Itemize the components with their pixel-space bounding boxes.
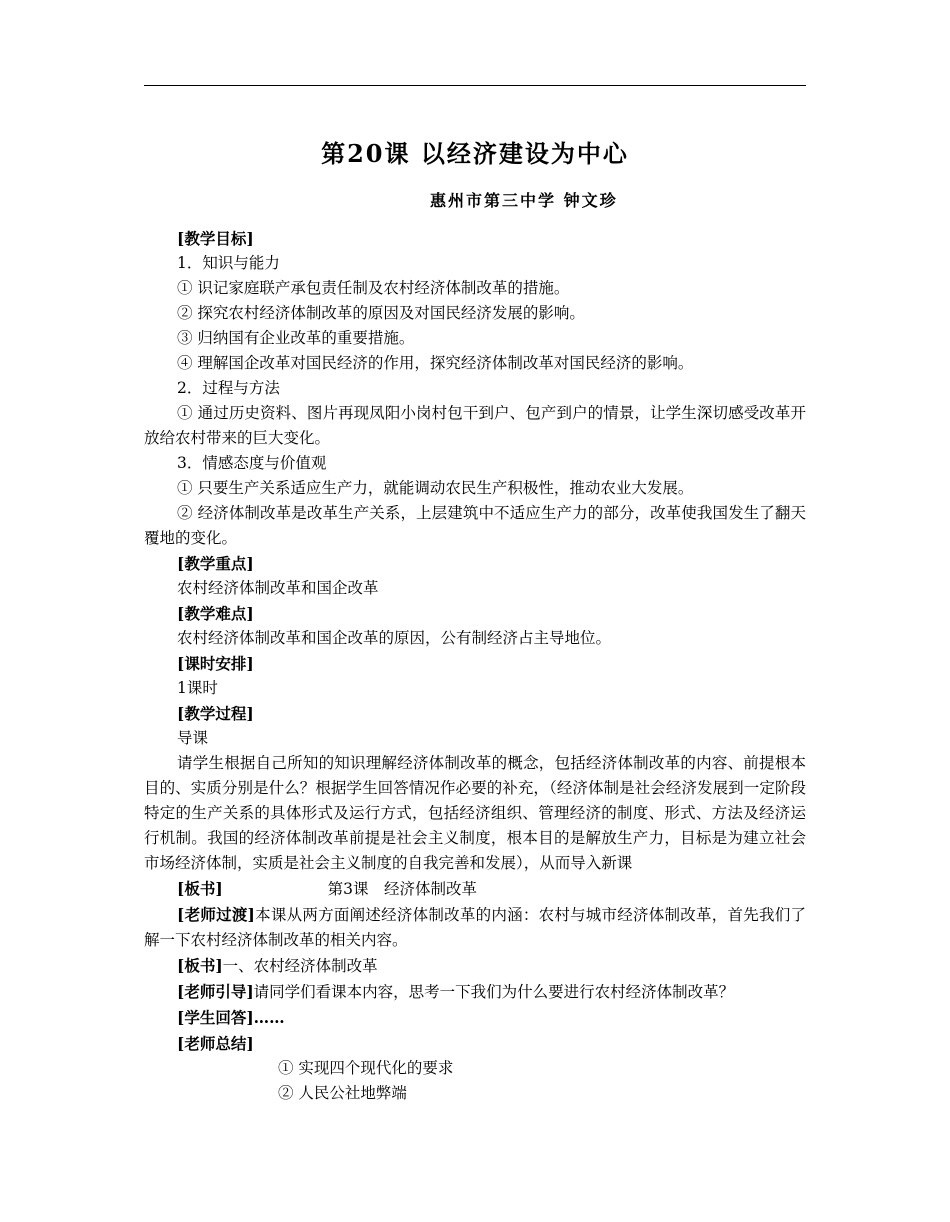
intro-label: 导课	[177, 729, 209, 747]
board-line-2	[144, 953, 806, 979]
focus-text: 农村经济体制改革和国企改革	[177, 579, 379, 597]
goal-item: ③ 归纳国有企业改革的重要措施。	[177, 329, 415, 347]
board-line-1	[144, 876, 806, 902]
summary-item: ① 实现四个现代化的要求	[278, 1059, 454, 1077]
page-title: 第20课 以经济建设为中心	[321, 139, 629, 168]
transition-tag: [老师过渡]	[177, 905, 255, 924]
board-text: 第3课 经济体制改革	[327, 880, 478, 898]
goal-subheading: 2．过程与方法	[177, 379, 280, 397]
summary-tag: [老师总结]	[177, 1034, 254, 1053]
goal-subheading: 3．情感态度与价值观	[177, 454, 327, 472]
goal-item: ② 经济体制改革是改革生产关系，上层建筑中不适应生产力的部分，改革使我国发生了翻天覆地的变化。	[144, 504, 806, 547]
board-text: 一、农村经济体制改革	[222, 957, 378, 975]
section-heading-difficulty: [教学难点]	[177, 604, 254, 623]
transition-paragraph	[144, 902, 806, 953]
guide-text: 请同学们看课本内容，思考一下我们为什么要进行农村经济体制改革？	[253, 983, 735, 1001]
answer-text: ……	[253, 1008, 285, 1027]
section-heading-goals: [教学目标]	[177, 229, 254, 248]
section-heading-process: [教学过程]	[177, 704, 254, 723]
author-line: 惠州市第三中学 钟文珍	[430, 191, 618, 210]
header-rule	[144, 85, 806, 86]
intro-paragraph: 请学生根据自己所知的知识理解经济体制改革的概念，包括经济体制改革的内容、前提根本目的、实质分别是什么？根据学生回答情况作必要的补充，（经济体制是社会经济发展到一定阶段特定的生产关系的具体形式及运行方式，包括经济组织、管理经济的制度、形式、方法及经济运行机制。我国的经济体制改革前提是社会主义制度，根本目的是解放生产力，目标是为建立社会市场经济体制，实质是社会主义制度的自我完善和发展），从而导入新课	[144, 754, 806, 872]
guide-tag: [老师引导]	[177, 982, 254, 1001]
answer-tag: [学生回答]	[177, 1008, 254, 1027]
transition-text: 本课从两方面阐述经济体制改革的内涵：农村与城市经济体制改革，首先我们了解一下农村经济体制改革的相关内容。	[144, 906, 806, 949]
section-heading-hours: [课时安排]	[177, 654, 254, 673]
goal-subheading: 1．知识与能力	[177, 254, 280, 272]
board-tag: [板书]	[177, 956, 223, 975]
goal-item: ② 探究农村经济体制改革的原因及对国民经济发展的影响。	[177, 304, 585, 322]
answer-line	[144, 1005, 806, 1031]
goal-item: ④ 理解国企改革对国民经济的作用，探究经济体制改革对国民经济的影响。	[177, 354, 694, 372]
board-tag: [板书]	[177, 879, 223, 898]
difficulty-text: 农村经济体制改革和国企改革的原因，公有制经济占主导地位。	[177, 629, 612, 647]
goal-item: ① 识记家庭联产承包责任制及农村经济体制改革的措施。	[177, 279, 570, 297]
guide-paragraph	[144, 979, 806, 1005]
section-heading-focus: [教学重点]	[177, 554, 254, 573]
hours-text: 1课时	[177, 679, 218, 697]
goal-item: ① 通过历史资料、图片再现凤阳小岗村包干到户、包产到户的情景，让学生深切感受改革开放给农村带来的巨大变化。	[144, 404, 806, 447]
goal-item: ① 只要生产关系适应生产力，就能调动农民生产积极性，推动农业大发展。	[177, 479, 694, 497]
document-body	[144, 226, 806, 1106]
summary-item: ② 人民公社地弊端	[278, 1084, 407, 1102]
